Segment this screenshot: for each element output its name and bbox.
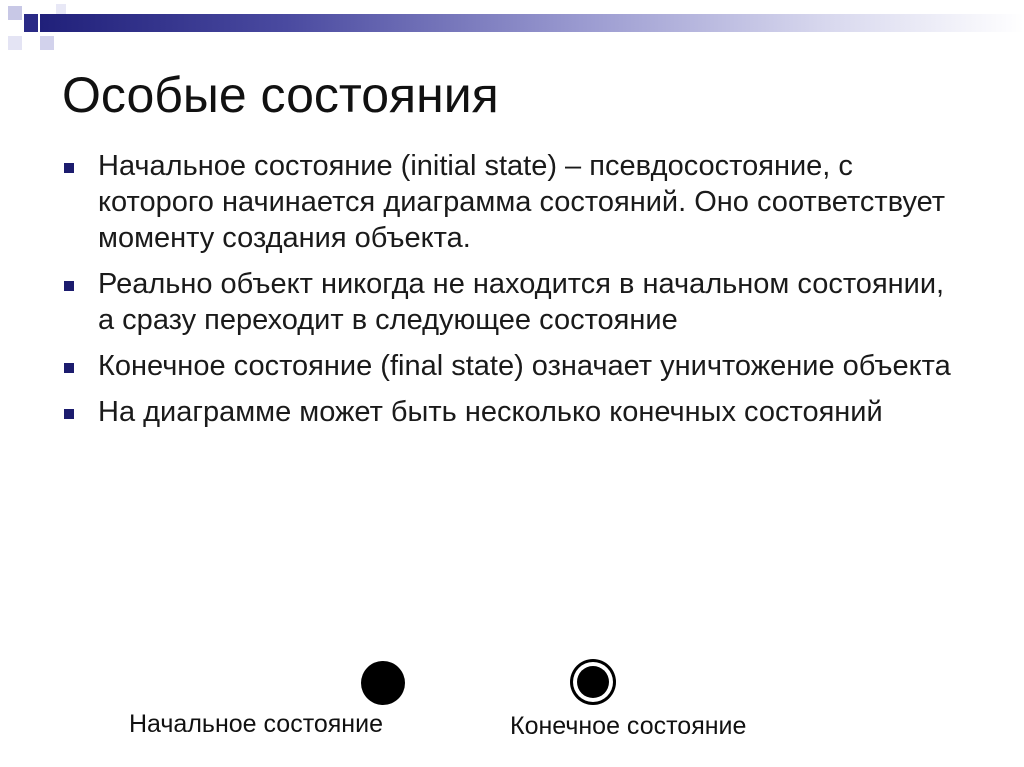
gradient-bar [40, 14, 1024, 32]
bullet-item [62, 266, 962, 338]
final-state-caption: Конечное состояние [510, 712, 747, 740]
decor-square [8, 6, 22, 20]
decor-square [8, 36, 22, 50]
state-symbols [0, 650, 1024, 760]
decor-square [56, 4, 66, 14]
bullet-list [62, 148, 962, 440]
bullet-item [62, 348, 962, 384]
square-bullet-icon [64, 409, 74, 419]
final-state-icon [570, 659, 616, 705]
square-bullet-icon [64, 363, 74, 373]
bullet-text: Начальное состояние (initial state) – псевдосостояние, с которого начинается диаграмма состояний. Оно соответствует моменту создания объекта. [98, 150, 946, 254]
bullet-text: На диаграмме может быть несколько конечных состояний [98, 396, 883, 428]
initial-state-icon [361, 661, 405, 705]
slide-title: Особые состояния [62, 67, 499, 123]
decorative-header-band [0, 0, 1024, 60]
decor-square [24, 14, 38, 32]
square-bullet-icon [64, 163, 74, 173]
initial-state-caption: Начальное состояние [129, 710, 383, 738]
bullet-item [62, 148, 962, 256]
bullet-item [62, 394, 962, 430]
bullet-text: Реально объект никогда не находится в начальном состоянии, а сразу переходит в следующее состояние [98, 268, 945, 336]
bullet-text: Конечное состояние (final state) означает уничтожение объекта [98, 350, 951, 382]
decor-square [40, 36, 54, 50]
square-bullet-icon [64, 281, 74, 291]
